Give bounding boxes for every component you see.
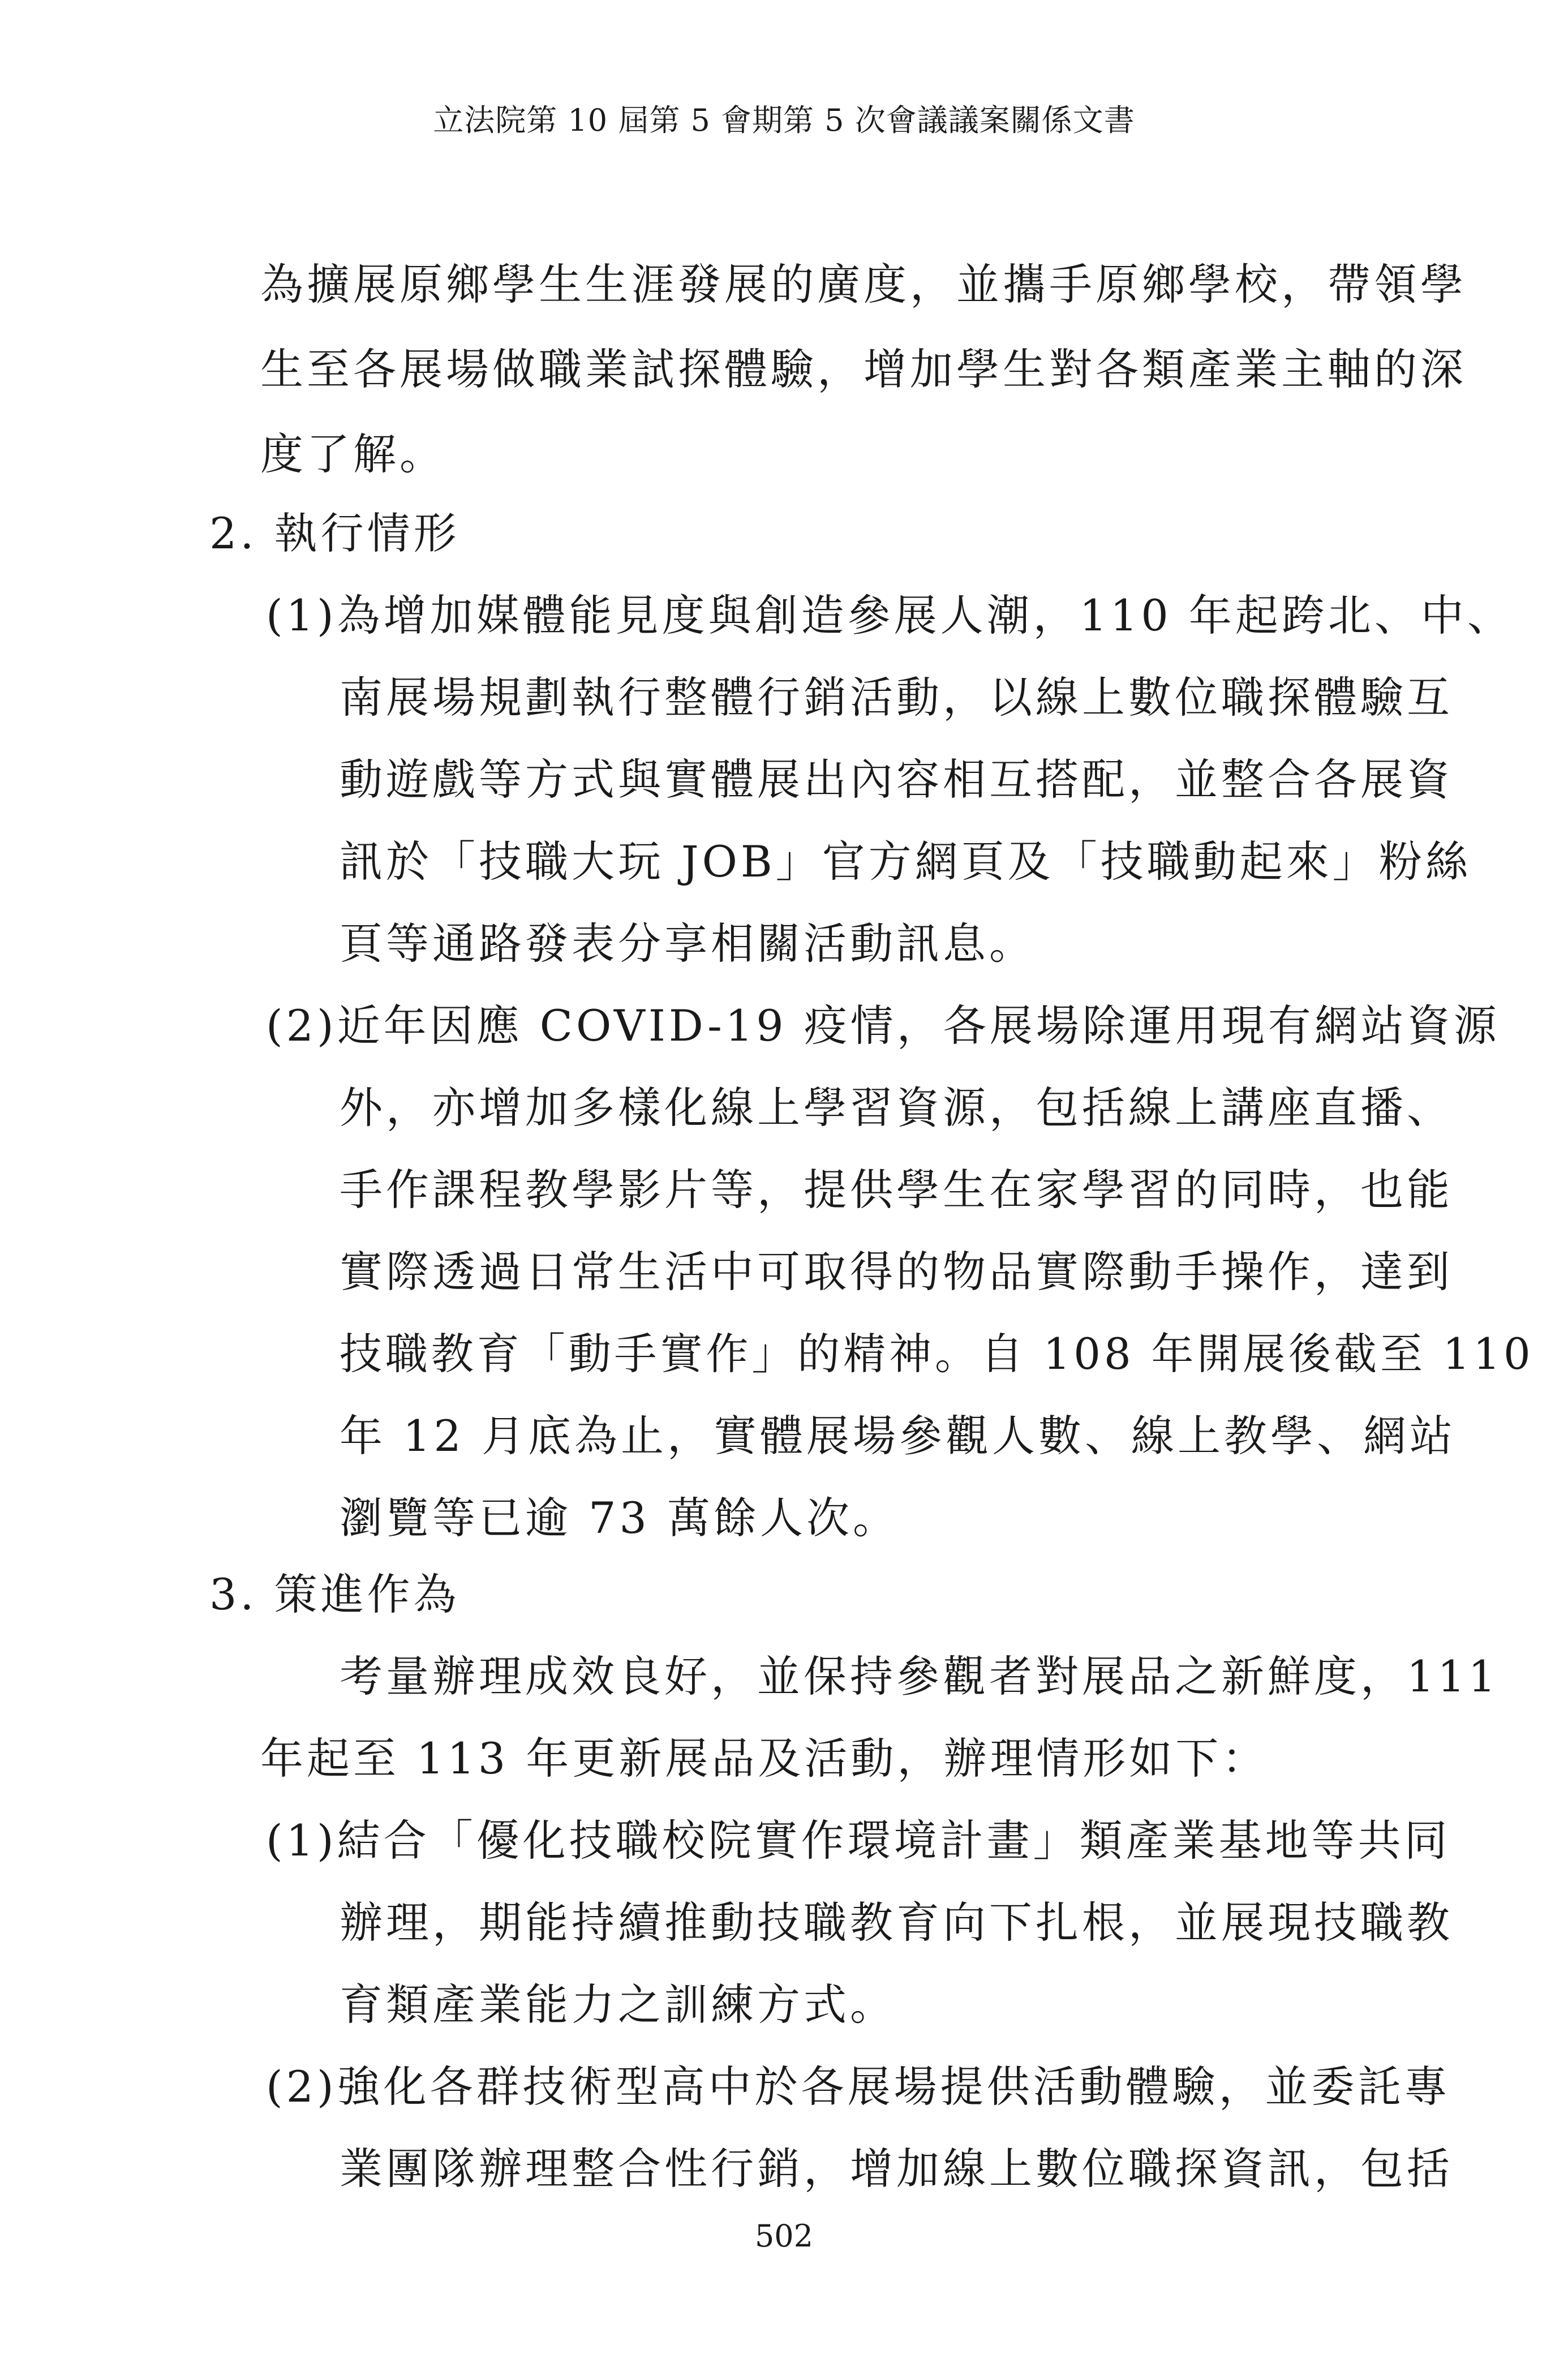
document-header: 立法院第 10 屆第 5 會期第 5 次會議議案關係文書 bbox=[433, 102, 1135, 138]
body-line: 外，亦增加多樣化線上學習資源，包括線上講座直播、 bbox=[340, 1082, 1453, 1133]
body-line: 年 12 月底為止，實體展場參觀人數、線上教學、網站 bbox=[340, 1411, 1457, 1461]
body-line: 動遊戲等方式與實體展出內容相互搭配，並整合各展資 bbox=[340, 754, 1453, 805]
body-line: (1)結合「優化技職校院實作環境計畫」類產業基地等共同 bbox=[266, 1815, 1451, 1866]
body-line: (1)為增加媒體能見度與創造參展人潮，110 年起跨北、中、 bbox=[266, 590, 1514, 641]
section-heading: 3. 策進作為 bbox=[209, 1569, 460, 1619]
body-line: 年起至 113 年更新展品及活動，辦理情形如下： bbox=[260, 1733, 1269, 1784]
body-line: 南展場規劃執行整體行銷活動，以線上數位職探體驗互 bbox=[340, 672, 1453, 723]
body-line: 技職教育「動手實作」的精神。自 108 年開展後截至 110 bbox=[340, 1329, 1534, 1379]
body-line: 為擴展原鄉學生生涯發展的廣度，並攜手原鄉學校，帶領學 bbox=[260, 259, 1467, 310]
body-line: 育類產業能力之訓練方式。 bbox=[340, 1979, 896, 2030]
body-line: 生至各展場做職業試探體驗，增加學生對各類產業主軸的深 bbox=[260, 344, 1467, 394]
body-line: 業團隊辦理整合性行銷，增加線上數位職探資訊，包括 bbox=[340, 2143, 1453, 2194]
body-line: 實際透過日常生活中可取得的物品實際動手操作，達到 bbox=[340, 1247, 1453, 1297]
body-line: (2)強化各群技術型高中於各展場提供活動體驗，並委託專 bbox=[266, 2061, 1451, 2112]
page-number: 502 bbox=[754, 2218, 814, 2254]
body-line: 度了解。 bbox=[260, 429, 446, 479]
body-line: 考量辦理成效良好，並保持參觀者對展品之新鮮度，111 bbox=[340, 1651, 1500, 1702]
body-line: 瀏覽等已逾 73 萬餘人次。 bbox=[340, 1493, 900, 1543]
body-line: 頁等通路發表分享相關活動訊息。 bbox=[340, 918, 1036, 969]
section-heading: 2. 執行情形 bbox=[209, 508, 460, 559]
body-line: 手作課程教學影片等，提供學生在家學習的同時，也能 bbox=[340, 1165, 1453, 1215]
body-line: 辦理，期能持續推動技職教育向下扎根，並展現技職教 bbox=[340, 1897, 1453, 1948]
body-line: 訊於「技職大玩 JOB」官方網頁及「技職動起來」粉絲 bbox=[340, 836, 1472, 887]
body-line: (2)近年因應 COVID-19 疫情，各展場除運用現有網站資源 bbox=[266, 1000, 1500, 1051]
